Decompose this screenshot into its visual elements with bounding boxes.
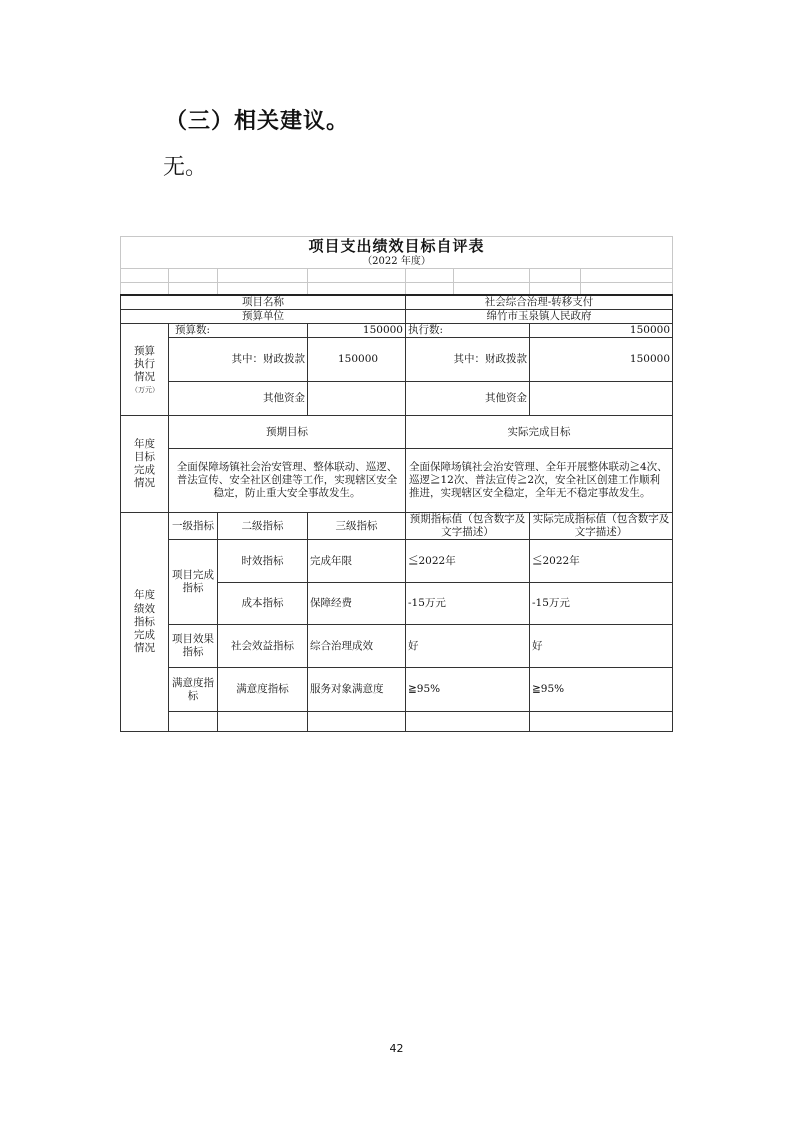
exec-count-label: 执行数: (406, 324, 530, 338)
indicator-actual: ≧95% (530, 668, 673, 712)
other-funds-label: 其他资金 (406, 382, 530, 416)
form-title: 项目支出绩效目标自评表 (121, 237, 673, 256)
target-content-row (121, 449, 673, 513)
indicator-level2: 社会效益指标 (218, 625, 308, 668)
budget-exec-label: 预算执行情况 （万元） (121, 324, 169, 416)
budget-count-value: 150000 (308, 324, 406, 338)
blank-grid-row (121, 283, 673, 295)
expected-target-text: 全面保障场镇社会治安管理、整体联动、巡逻、普法宣传、安全社区创建等工作，实现辖区安全稳定，防止重大安全事故发生。 (169, 449, 406, 513)
other-funds-row (121, 382, 673, 416)
indicator-row (121, 668, 673, 712)
indicator-level3: 保障经费 (308, 583, 406, 625)
fiscal-value: 150000 (530, 338, 673, 382)
expected-target-header: 预期目标 (169, 416, 406, 449)
indicator-actual: ≦2022年 (530, 540, 673, 583)
project-name-value: 社会综合治理-转移支付 (406, 295, 673, 310)
indicator-expected: 好 (406, 625, 530, 668)
indicator-row (121, 625, 673, 668)
actual-target-text: 全面保障场镇社会治安管理、全年开展整体联动≧4次、巡逻≧12次、普法宣传≧2次，安全社区创建工作顺利推进，实现辖区安全稳定，全年无不稳定事故发生。 (406, 449, 673, 513)
annual-target-label: 年度目标完成情况 (121, 416, 169, 513)
indicator-expected: -15万元 (406, 583, 530, 625)
form-year: （2022 年度） (121, 256, 673, 269)
blank-grid-row (121, 269, 673, 283)
level3-header: 三级指标 (308, 513, 406, 540)
fiscal-row (121, 338, 673, 382)
indicator-header-row (121, 513, 673, 540)
indicator-actual: 好 (530, 625, 673, 668)
other-funds-value (308, 382, 406, 416)
actual-value-header: 实际完成指标值（包含数字及文字描述） (530, 513, 673, 540)
fiscal-label: 其中：财政拨款 (169, 338, 308, 382)
indicator-level2: 时效指标 (218, 540, 308, 583)
other-funds-value (530, 382, 673, 416)
level2-header: 二级指标 (218, 513, 308, 540)
indicator-level3: 服务对象满意度 (308, 668, 406, 712)
budget-count-label: 预算数: (169, 324, 308, 338)
indicator-level1: 满意度指标 (169, 668, 218, 712)
budget-exec-unit: （万元） (131, 385, 159, 394)
indicator-expected: ≦2022年 (406, 540, 530, 583)
other-funds-label: 其他资金 (169, 382, 308, 416)
exec-count-value: 150000 (530, 324, 673, 338)
indicator-level3: 完成年限 (308, 540, 406, 583)
project-name-row (121, 295, 673, 310)
project-name-label: 项目名称 (121, 295, 406, 310)
target-header-row (121, 416, 673, 449)
budget-unit-row (121, 309, 673, 323)
page-number: 42 (389, 1042, 404, 1055)
blank-grid-row (121, 712, 673, 732)
fiscal-value: 150000 (308, 338, 406, 382)
indicator-level3: 综合治理成效 (308, 625, 406, 668)
section-body: 无。 (163, 155, 208, 180)
budget-unit-label: 预算单位 (121, 309, 406, 323)
expected-value-header: 预期指标值（包含数字及文字描述） (406, 513, 530, 540)
level1-header: 一级指标 (169, 513, 218, 540)
indicator-label: 年度绩效指标完成情况 (121, 513, 169, 732)
evaluation-form (120, 236, 672, 702)
indicator-row (121, 540, 673, 583)
section-heading: （三）相关建议。 (165, 109, 350, 134)
indicator-level1: 项目完成指标 (169, 540, 218, 625)
indicator-actual: -15万元 (530, 583, 673, 625)
indicator-expected: ≧95% (406, 668, 530, 712)
evaluation-table (120, 236, 673, 732)
indicator-level2: 满意度指标 (218, 668, 308, 712)
budget-count-row (121, 324, 673, 338)
budget-unit-value: 绵竹市玉泉镇人民政府 (406, 309, 673, 323)
fiscal-label: 其中：财政拨款 (406, 338, 530, 382)
indicator-level2: 成本指标 (218, 583, 308, 625)
indicator-level1: 项目效果指标 (169, 625, 218, 668)
actual-target-header: 实际完成目标 (406, 416, 673, 449)
